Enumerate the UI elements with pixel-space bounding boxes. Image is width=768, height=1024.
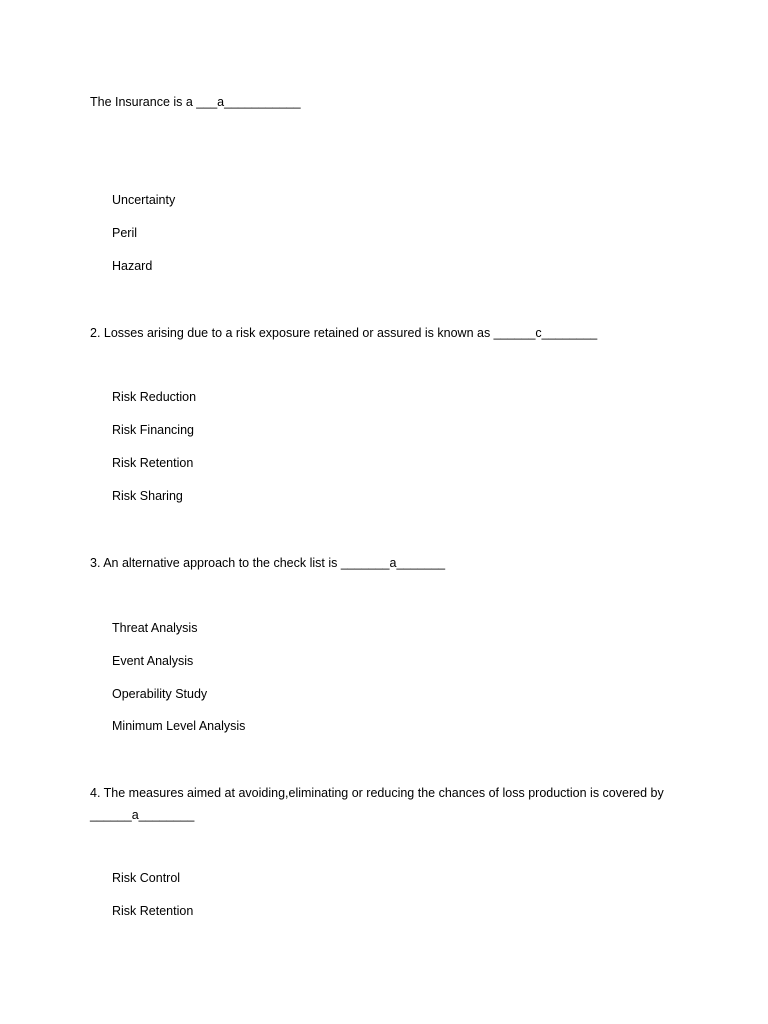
question-3-option-4: Minimum Level Analysis (112, 719, 246, 733)
question-2-text: 2. Losses arising due to a risk exposure retained or assured is known as ______c________ (90, 326, 598, 340)
question-3-option-1: Threat Analysis (112, 621, 198, 635)
question-1-option-3: Hazard (112, 259, 153, 273)
question-4-text: 4. The measures aimed at avoiding,eliminating or reducing the chances of loss production is covered by ______a________ (90, 786, 668, 822)
question-3-option-2: Event Analysis (112, 654, 194, 668)
question-4-option-1: Risk Control (112, 871, 181, 885)
question-2-option-3: Risk Retention (112, 456, 194, 470)
question-3-option-3: Operability Study (112, 687, 208, 701)
question-1-text: The Insurance is a ___a___________ (90, 95, 301, 109)
question-1-option-1: Uncertainty (112, 193, 176, 207)
question-4-option-2: Risk Retention (112, 904, 194, 918)
question-3-text: 3. An alternative approach to the check list is _______a_______ (90, 556, 446, 570)
question-2-option-1: Risk Reduction (112, 390, 197, 404)
question-2-option-4: Risk Sharing (112, 489, 183, 503)
question-1-option-2: Peril (112, 226, 138, 240)
question-2-option-2: Risk Financing (112, 423, 194, 437)
